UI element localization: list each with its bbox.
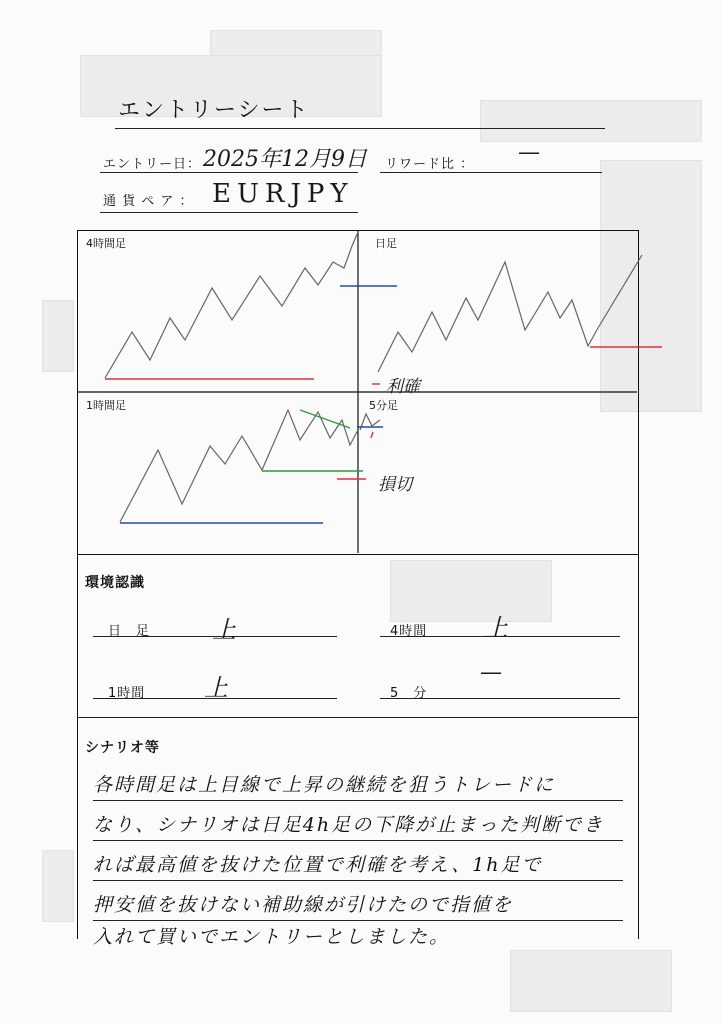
pair-value: EURJPY (212, 179, 354, 209)
scenario-line: なり、シナリオは日足4h足の下降が止まった判断でき (93, 810, 623, 841)
env-m5-underline (380, 698, 620, 699)
entry-date-value: 2025年12月9日 (203, 147, 367, 172)
daily-chart-label: 日足 (375, 237, 397, 250)
env-daily-underline (93, 636, 337, 637)
stop-loss-note: 損切 (378, 475, 412, 495)
env-m5-label: 5 分 (390, 686, 428, 701)
sheet-title: エントリーシート (118, 98, 310, 123)
m5-chart-label: 5分足 (369, 399, 398, 412)
env-h4-value: 上 (484, 614, 508, 642)
env-m5-value: — (480, 660, 502, 685)
scenario-line: れば最高値を抜けた位置で利確を考え、1h足で (93, 850, 623, 881)
env-h1-label: 1時間 (108, 686, 146, 701)
reward-label: リワード比 ： (385, 157, 475, 172)
h1-trendline-green (300, 410, 350, 428)
h4-chart-label: 4時間足 (86, 237, 126, 250)
h1-chart-label: 1時間足 (86, 399, 126, 412)
scenario-top-rule (77, 717, 639, 718)
env-h4-label: 4時間 (390, 624, 428, 639)
daily-price-line (378, 255, 642, 372)
reward-value: — (518, 140, 540, 165)
h4-price-line (105, 232, 358, 378)
scenario-title: シナリオ等 (85, 740, 160, 756)
scenario-line: 押安値を抜けない補助線が引けたので指値を (93, 890, 623, 921)
environment-title: 環境認識 (85, 575, 145, 591)
env-daily-label: 日 足 (108, 624, 151, 639)
m5-stop-marker-red (371, 432, 373, 438)
h1-price-line (120, 410, 358, 522)
pair-label: 通 貨 ペ ア ： (103, 194, 194, 209)
scenario-line: 各時間足は上目線で上昇の継続を狙うトレードに (93, 770, 623, 801)
env-h1-value: 上 (204, 674, 228, 702)
scenario-line: 入れて買いでエントリーとしました。 (93, 926, 451, 948)
env-h1-underline (93, 698, 337, 699)
env-daily-value: 上 (212, 616, 236, 644)
take-profit-note: 利確 (386, 377, 420, 397)
entry-date-label: エントリー日： (103, 157, 202, 172)
env-h4-underline (380, 636, 620, 637)
